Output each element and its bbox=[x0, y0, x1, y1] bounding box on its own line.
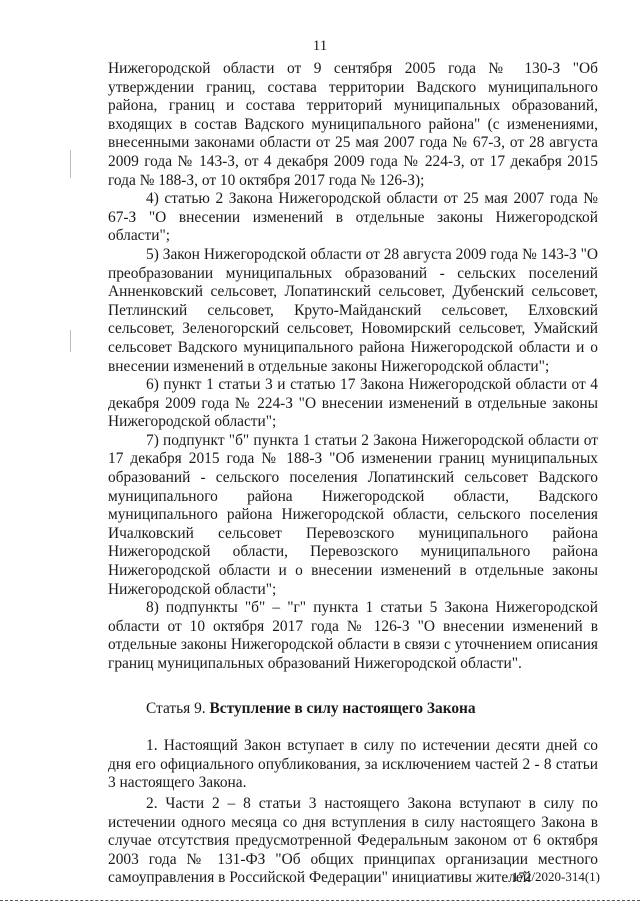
list-item-7: 7) подпункт "б" пункта 1 статьи 2 Закона Нижегородской области от 17 декабря 2015 года № 188-З "Об изменении границ муниципальных образований - сельского поселения Лопатинский сельсовет Вадского муниципального района Нижегородской области, Вадского муниципального района Нижегородской области, сельского поселения Ичалковский сельсовет Перевозского муниципального района Нижегородской области, Перевозского муниципального района Нижегородской области и о внесении изменений в отдельные законы Нижегородской области"; bbox=[108, 431, 598, 598]
list-item-4: 4) статью 2 Закона Нижегородской области от 25 мая 2007 года № 67-З "О внесении изменений в отдельные законы Нижегородской области"; bbox=[108, 190, 598, 245]
list-item-5: 5) Закон Нижегородской области от 28 августа 2009 года № 143-З "О преобразовании муниципальных образований - сельских поселений Анненковский сельсовет, Лопатинский сельсовет, Дубенский сельсовет, Петлинский сельсовет, Круто-Майданский сельсовет, Елховский сельсовет, Зеленогорский сельсовет, Новомирский сельсовет, Умайский сельсовет Вадского муниципального района Нижегородской области и о внесении изменений в отдельные законы Нижегородской области"; bbox=[108, 245, 598, 375]
paragraph-continuation: Нижегородской области от 9 сентября 2005 года № 130-З "Об утверждении границ, состава территории Вадского муниципального района, границ и состава территорий муниципальных образований, входящих в состав Вадского муниципального района" (с изменениями, внесенными законами области от 25 мая 2007 года № 67-З, от 28 августа 2009 года № 143-З, от 4 декабря 2009 года № 224-З, от 17 декабря 2015 года № 188-З, от 10 октября 2017 года № 126-З); bbox=[108, 60, 598, 189]
scan-artifact-mark bbox=[70, 150, 71, 178]
document-body bbox=[108, 60, 598, 888]
article-9-part-1: 1. Настоящий Закон вступает в силу по истечении десяти дней со дня его официального опубликования, за исключением частей 2 - 8 статьи 3 настоящего Закона. bbox=[108, 737, 598, 792]
document-code: 172/2020-314(1) bbox=[511, 869, 600, 884]
list-item-6: 6) пункт 1 статьи 3 и статью 17 Закона Нижегородской области от 4 декабря 2009 года № 224-З "О внесении изменений в отдельные законы Нижегородской области"; bbox=[108, 376, 598, 431]
scan-artifact-mark bbox=[70, 330, 71, 352]
list-item-8: 8) подпункты "б" – "г" пункта 1 статьи 5 Закона Нижегородской области от 10 октября 2017 года № 126-З "О внесении изменений в отдельные законы Нижегородской области в связи с уточнением описания границ муниципальных образований Нижегородской области". bbox=[108, 599, 598, 672]
page-number: 11 bbox=[312, 38, 328, 54]
article-9-prefix: Статья 9. bbox=[146, 699, 210, 717]
article-9-part-2: 2. Части 2 – 8 статьи 3 настоящего Закона вступают в силу по истечении одного месяца со дня вступления в силу настоящего Закона в случае отсутствия предусмотренной Федеральным законом от 6 октября 2003 года № 131-ФЗ "Об общих принципах организации местного самоуправления в Российской Федерации" инициативы жителей bbox=[108, 794, 598, 887]
scan-edge-line bbox=[0, 900, 640, 901]
article-9-title: Вступление в силу настоящего Закона bbox=[209, 699, 476, 717]
article-9-heading bbox=[108, 700, 598, 719]
